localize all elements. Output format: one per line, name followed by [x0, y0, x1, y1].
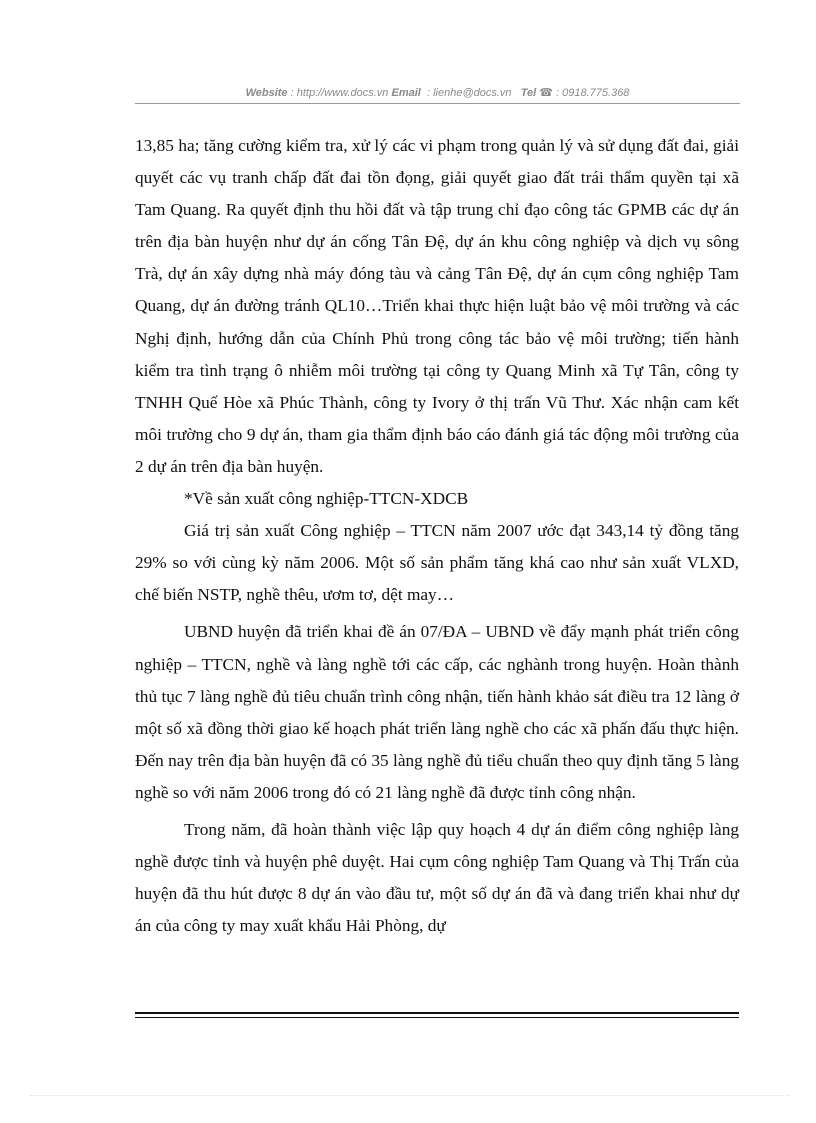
- paragraph-production-value: Giá trị sản xuất Công nghiệp – TTCN năm 2007 ước đạt 343,14 tỷ đồng tăng 29% so với cùng kỳ năm 2006. Một số sản phẩm tăng khá cao như sản xuất VLXD, chế biến NSTP, nghề thêu, ươm tơ, dệt may…: [135, 521, 739, 605]
- website-url: http://www.docs.vn: [296, 87, 389, 99]
- tel-number: 0918.775.368: [562, 87, 630, 99]
- tel-label: Tel: [520, 87, 537, 99]
- footer-divider-thin: [135, 1017, 739, 1018]
- paragraph-land-environment: 13,85 ha; tăng cường kiểm tra, xử lý các vi phạm trong quản lý và sử dụng đất đai, giải quyết các vụ tranh chấp đất đai tồn đọng, giải quyết giao đất trái thẩm quyền tại xã Tam Quang. Ra quyết định thu hồi đất và tập trung chỉ đạo công tác GPMB các dự án trên địa bàn huyện như dự án cống Tân Đệ, dự án khu công nghiệp và dịch vụ sông Trà, dự án xây dựng nhà máy đóng tàu và cảng Tân Đệ, dự án cụm công nghiệp Tam Quang, dự án đường tránh QL10…Triển khai thực hiện luật bảo vệ môi trường và các Nghị định, hướng dẫn của Chính Phủ trong công tác bảo vệ môi trường; tiến hành kiểm tra tình trạng ô nhiễm môi trường tại công ty Quang Minh xã Tự Tân, công ty TNHH Quế Hòe xã Phúc Thành, công ty Ivory ở thị trấn Vũ Thư. Xác nhận cam kết môi trường cho 9 dự án, tham gia thẩm định báo cáo đánh giá tác động môi trường của 2 dự án trên địa bàn huyện.: [135, 136, 739, 476]
- section-heading-industry: *Về sản xuất công nghiệp-TTCN-XDCB: [184, 489, 469, 509]
- page-bottom-edge: [30, 1095, 790, 1096]
- website-separator: :: [287, 87, 297, 99]
- page-header: [135, 86, 740, 99]
- document-body: [135, 130, 739, 942]
- phone-icon: ☎: [539, 87, 553, 99]
- email-separator: :: [423, 87, 434, 99]
- email-label: Email: [391, 87, 421, 99]
- paragraph-craft-villages: UBND huyện đã triển khai đề án 07/ĐA – UBND về đẩy mạnh phát triển công nghiệp – TTCN, nghề và làng nghề tới các cấp, các nghành trong huyện. Hoàn thành thủ tục 7 làng nghề đủ tiêu chuẩn trình công nhận, tiến hành khảo sát điều tra 12 làng ở một số xã đồng thời giao kế hoạch phát triển làng nghề cho các xã phấn đấu thực hiện. Đến nay trên địa bàn huyện đã có 35 làng nghề đủ tiểu chuẩn theo quy định tăng 5 làng nghề so với năm 2006 trong đó có 21 làng nghề đã được tỉnh công nhận.: [135, 622, 739, 802]
- header-divider: [135, 103, 740, 104]
- website-label: Website: [245, 87, 288, 99]
- tel-separator: :: [552, 87, 563, 99]
- footer-divider-thick: [135, 1012, 739, 1014]
- paragraph-industrial-clusters: Trong năm, đã hoàn thành việc lập quy hoạch 4 dự án điểm công nghiệp làng nghề được tỉnh và huyện phê duyệt. Hai cụm công nghiệp Tam Quang và Thị Trấn của huyện đã thu hút được 8 dự án vào đầu tư, một số dự án đã và đang triển khai như dự án của công ty may xuất khẩu Hải Phòng, dự: [135, 819, 739, 936]
- email-address: lienhe@docs.vn: [433, 87, 512, 99]
